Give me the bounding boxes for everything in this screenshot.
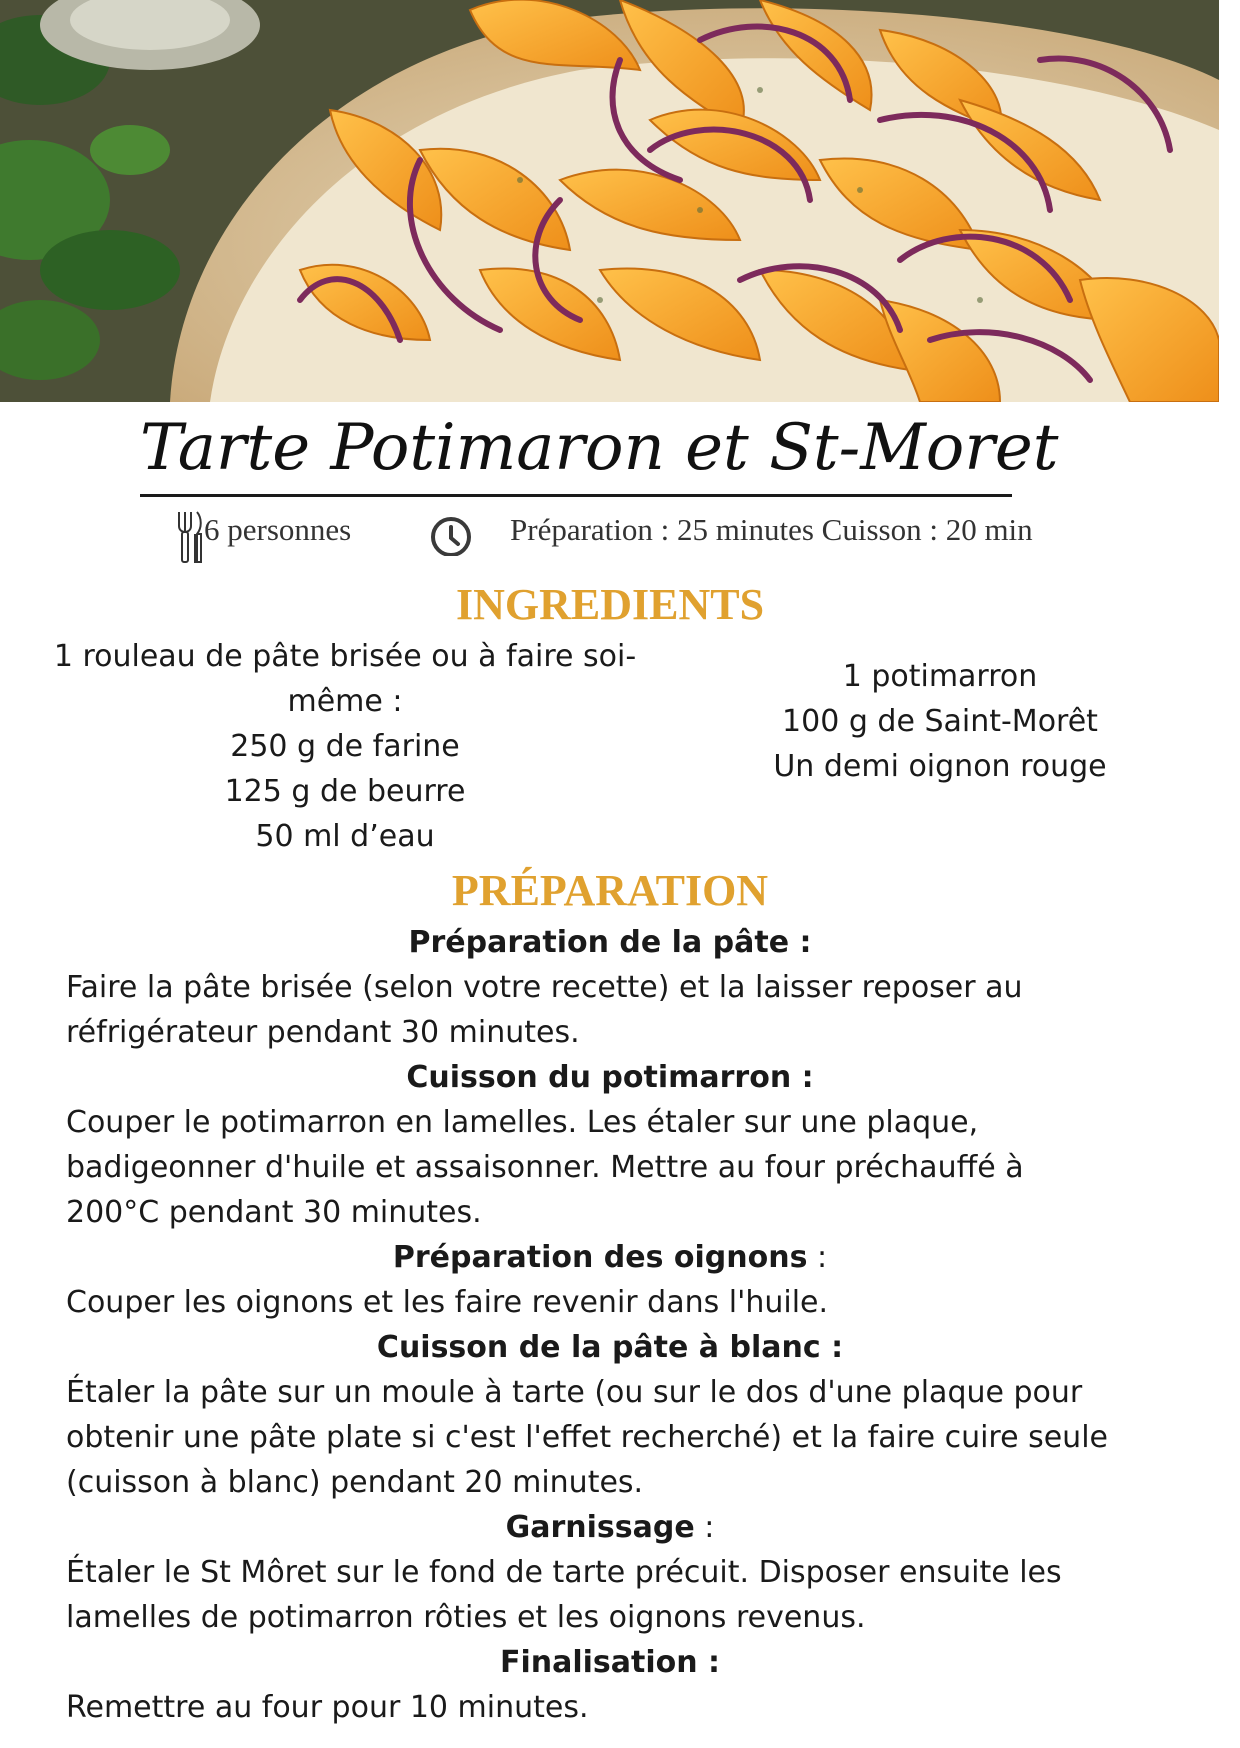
ingredient-line: Un demi oignon rouge	[773, 749, 1107, 784]
step-title-text: Finalisation :	[499, 1645, 721, 1680]
step-text: Faire la pâte brisée (selon votre recette) et la laisser reposer au réfrigérateur pendant 30 minutes.	[66, 970, 1023, 1050]
servings-text: 6 personnes	[204, 512, 352, 547]
step-title-text: Préparation de la pâte :	[408, 925, 812, 960]
step-title	[0, 1235, 1230, 1280]
step-text: Étaler la pâte sur un moule à tarte (ou sur le dos d'une plaque pour obtenir une pâte plate si c'est l'effet recherché) et la faire cuire seule (cuisson à blanc) pendant 20 minutes.	[66, 1375, 1108, 1500]
preparation-heading: PRÉPARATION	[451, 866, 769, 915]
step-title-text: Cuisson de la pâte à blanc :	[376, 1330, 844, 1365]
step-title	[0, 1055, 1230, 1100]
step-text: Couper le potimarron en lamelles. Les étaler sur une plaque, badigeonner d'huile et assaisonner. Mettre au four préchauffé à 200°C pendant 30 minutes.	[66, 1105, 1024, 1230]
title-divider	[140, 494, 1012, 497]
time-text: Préparation : 25 minutes Cuisson : 20 min	[510, 512, 1033, 547]
ingredient-line: 1 potimarron	[842, 659, 1038, 694]
step-title	[0, 1640, 1230, 1685]
ingredients-left-list	[30, 634, 660, 859]
hero-photo	[0, 0, 1219, 402]
step-text: Couper les oignons et les faire revenir dans l'huile.	[66, 1285, 829, 1320]
step-title-text: Préparation des oignons	[392, 1240, 808, 1275]
recipe-title: Tarte Potimaron et St-Moret	[140, 411, 1059, 485]
ingredients-heading: INGREDIENTS	[455, 580, 765, 629]
ingredient-line: 1 rouleau de pâte brisée ou à faire soi-	[53, 639, 637, 674]
step-text: Remettre au four pour 10 minutes.	[66, 1690, 589, 1725]
fork-knife-icon	[176, 510, 204, 574]
step-title-text: Garnissage	[505, 1510, 695, 1545]
preparation-steps	[66, 920, 1196, 1730]
ingredient-line: 100 g de Saint-Morêt	[782, 704, 1098, 739]
step-title-text: Cuisson du potimarron :	[406, 1060, 814, 1095]
ingredient-line: 50 ml d’eau	[255, 819, 435, 854]
step-title-suffix: :	[694, 1510, 715, 1545]
step-title	[0, 1505, 1230, 1550]
step-text: Étaler le St Môret sur le fond de tarte précuit. Disposer ensuite les lamelles de potimarron rôties et les oignons revenus.	[66, 1555, 1062, 1635]
step-title	[0, 920, 1230, 965]
ingredients-right-list	[740, 654, 1140, 789]
clock-icon	[428, 510, 474, 566]
ingredient-line: même :	[287, 684, 403, 719]
step-title-suffix: :	[807, 1240, 828, 1275]
ingredient-line: 250 g de farine	[230, 729, 460, 764]
step-title	[0, 1325, 1230, 1370]
ingredient-line: 125 g de beurre	[224, 774, 466, 809]
